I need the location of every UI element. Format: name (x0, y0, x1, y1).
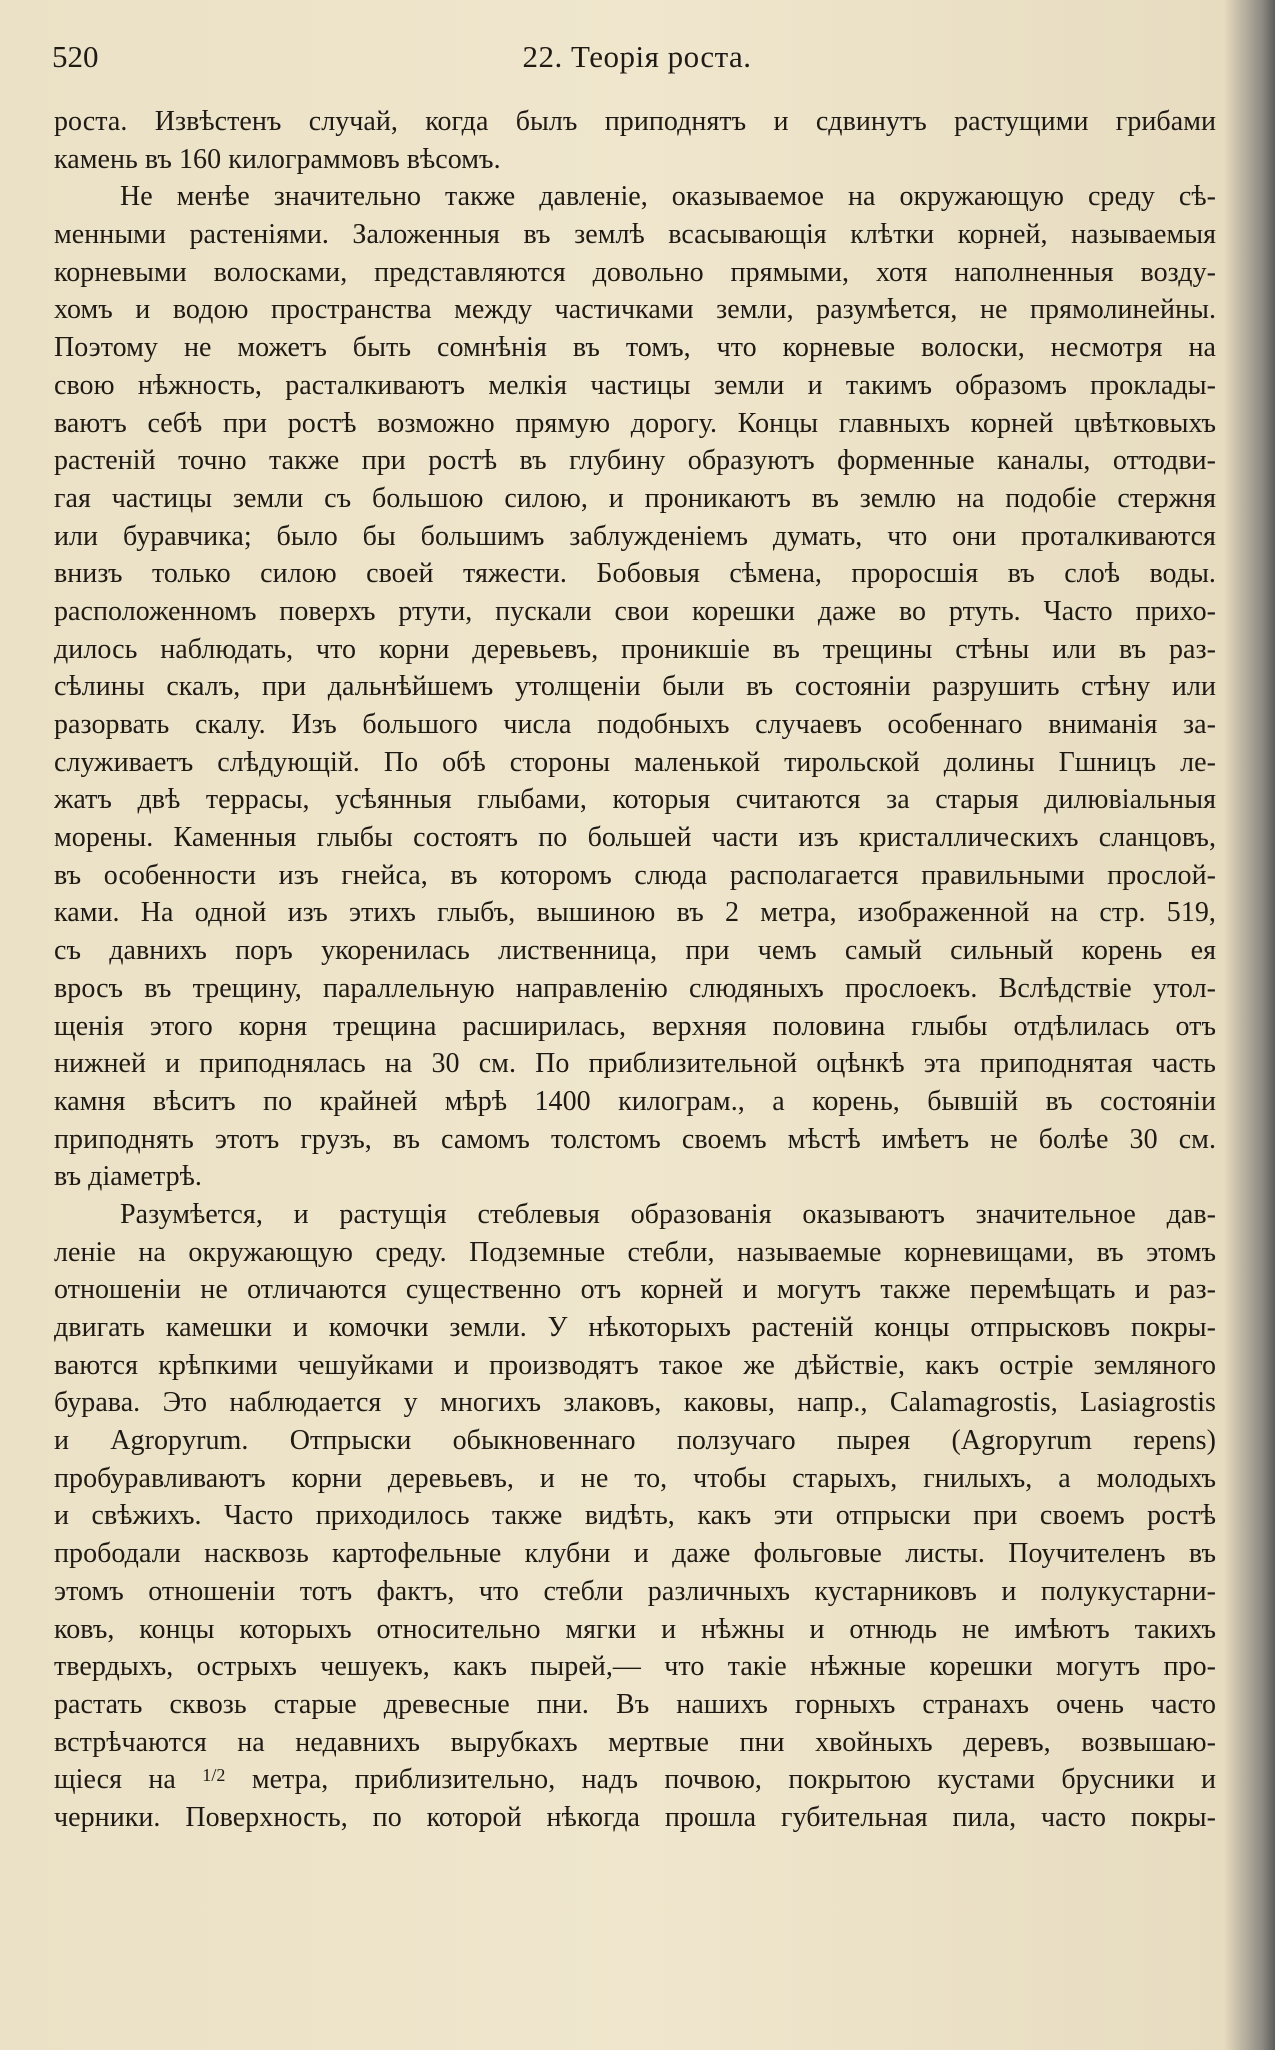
text-line: гая частицы земли съ большою силою, и проникаютъ въ землю на подобіе стержня (54, 482, 1216, 514)
fraction-text-line (54, 1761, 1216, 1799)
text-line: растать сквозь старые древесные пни. Въ нашихъ горныхъ странахъ очень часто (54, 1688, 1216, 1720)
text-line: роста. Извѣстенъ случай, когда былъ приподнятъ и сдвинутъ растущими грибами (54, 106, 1216, 137)
paragraph-start-line: Разумѣется, и растущія стеблевыя образованія оказываютъ значительное дав- (120, 1198, 1216, 1230)
text-line: бурава. Это наблюдается у многихъ злаковъ, каковы, напр., Calamagrostis, Lasiagrostis (54, 1387, 1216, 1419)
text-line: вросъ въ трещину, параллельную направленію слюдяныхъ прослоекъ. Вслѣдствіе утол- (54, 972, 1216, 1004)
text-line: менными растеніями. Заложенныя въ землѣ всасывающія клѣтки корней, называемыя (54, 219, 1216, 251)
text-line: въ діаметрѣ. (54, 1161, 202, 1193)
text-line: жатъ двѣ террасы, усѣянныя глыбами, которыя считаются за старыя дилювіальныя (54, 784, 1216, 816)
text-line: ваютъ себѣ при ростѣ возможно прямую дорогу. Концы главныхъ корней цвѣтковыхъ (54, 407, 1216, 439)
text-line: нижней и приподнялась на 30 см. По приблизительной оцѣнкѣ эта приподнятая часть (54, 1048, 1216, 1080)
text-line: твердыхъ, острыхъ чешуекъ, какъ пырей,— что такіе нѣжные корешки могутъ про- (54, 1651, 1216, 1683)
text-line: расположенномъ поверхъ ртути, пускали свои корешки даже во ртуть. Часто прихо- (54, 595, 1216, 627)
text-line: двигать камешки и комочки земли. У нѣкоторыхъ растеній концы отпрысковъ покры- (54, 1312, 1216, 1343)
text-line: прободали насквозь картофельные клубни и даже фольговые листы. Поучителенъ въ (54, 1538, 1216, 1570)
text-line: Поэтому не можетъ быть сомнѣнія въ томъ, что корневые волоски, несмотря на (54, 332, 1216, 364)
page-header (52, 34, 1222, 80)
text-line: дилось наблюдать, что корни деревьевъ, проникшіе въ трещины стѣны или въ раз- (54, 633, 1216, 665)
text-line: корневыми волосками, представляются довольно прямыми, хотя наполненныя возду- (54, 256, 1216, 288)
text-line: съ давнихъ поръ укоренилась лиственница, при чемъ самый сильный корень ея (54, 935, 1216, 967)
fraction-line-suffix: метра, приблизительно, надъ почвою, покрытою кустами брусники и (251, 1764, 1216, 1796)
text-line: камня вѣситъ по крайней мѣрѣ 1400 килограм., а корень, бывшій въ состояніи (54, 1085, 1216, 1117)
text-line: сѣлины скалъ, при дальнѣйшемъ утолщеніи были въ состояніи разрушить стѣну или (54, 671, 1216, 703)
text-line: ваются крѣпкими чешуйками и производятъ такое же дѣйствіе, какъ остріе земляного (54, 1349, 1216, 1381)
text-line: этомъ отношеніи тотъ фактъ, что стебли различныхъ кустарниковъ и полукустарни- (54, 1575, 1216, 1607)
text-line: щенія этого корня трещина расширилась, верхняя половина глыбы отдѣлилась отъ (54, 1010, 1216, 1042)
paragraph-start-line: Не менѣе значительно также давленіе, оказываемое на окружающую среду сѣ- (120, 181, 1216, 213)
body-text (54, 103, 1216, 1837)
page-number: 520 (52, 39, 99, 74)
text-line: ками. На одной изъ этихъ глыбъ, вышиною въ 2 метра, изображенной на стр. 519, (54, 897, 1216, 929)
text-line: морены. Каменныя глыбы состоятъ по большей части изъ кристаллическихъ сланцовъ, (54, 822, 1216, 854)
text-line: служиваетъ слѣдующій. По обѣ стороны маленькой тирольской долины Гшницъ ле- (54, 746, 1216, 778)
text-line: камень въ 160 килограммовъ вѣсомъ. (54, 143, 501, 175)
text-line: хомъ и водою пространства между частичками земли, разумѣется, не прямолинейны. (54, 294, 1216, 326)
text-line: ковъ, концы которыхъ относительно мягки и нѣжны и отнюдь не имѣютъ такихъ (54, 1613, 1216, 1645)
text-line: приподнять этотъ грузъ, въ самомъ толстомъ своемъ мѣстѣ имѣетъ не болѣе 30 см. (54, 1123, 1216, 1155)
text-line: внизъ только силою своей тяжести. Бобовыя сѣмена, проросшія въ слоѣ воды. (54, 558, 1216, 590)
text-line: отношеніи не отличаются существенно отъ корней и могутъ также перемѣщать и раз- (54, 1274, 1216, 1306)
text-line: разорвать скалу. Изъ большого числа подобныхъ случаевъ особеннаго вниманія за- (54, 709, 1216, 740)
running-title: 22. Теорія роста. (522, 39, 752, 74)
text-line: свою нѣжность, расталкиваютъ мелкія частицы земли и такимъ образомъ проклады- (54, 369, 1216, 401)
fraction-line-prefix: щіеся на (54, 1764, 176, 1796)
text-line: черники. Поверхность, по которой нѣкогда прошла губительная пила, часто покры- (54, 1801, 1216, 1833)
half-fraction: 1/2 (202, 1765, 226, 1786)
text-line: растеній точно также при ростѣ въ глубину образуютъ форменные каналы, оттодви- (54, 445, 1216, 477)
text-line: пробуравливаютъ корни деревьевъ, и не то, чтобы старыхъ, гнилыхъ, а молодыхъ (54, 1462, 1216, 1494)
text-line: и свѣжихъ. Часто приходилось также видѣть, какъ эти отпрыски при своемъ ростѣ (54, 1500, 1216, 1532)
text-line: и Agropyrum. Отпрыски обыкновеннаго ползучаго пырея (Agropyrum repens) (54, 1425, 1216, 1457)
text-line: или буравчика; было бы большимъ заблужденіемъ думать, что они проталкиваются (54, 520, 1216, 552)
text-line: встрѣчаются на недавнихъ вырубкахъ мертвые пни хвойныхъ деревъ, возвышаю- (54, 1726, 1216, 1758)
text-line: леніе на окружающую среду. Подземные стебли, называемые корневищами, въ этомъ (54, 1236, 1216, 1268)
text-line: въ особенности изъ гнейса, въ которомъ слюда располагается правильными прослой- (54, 859, 1216, 891)
